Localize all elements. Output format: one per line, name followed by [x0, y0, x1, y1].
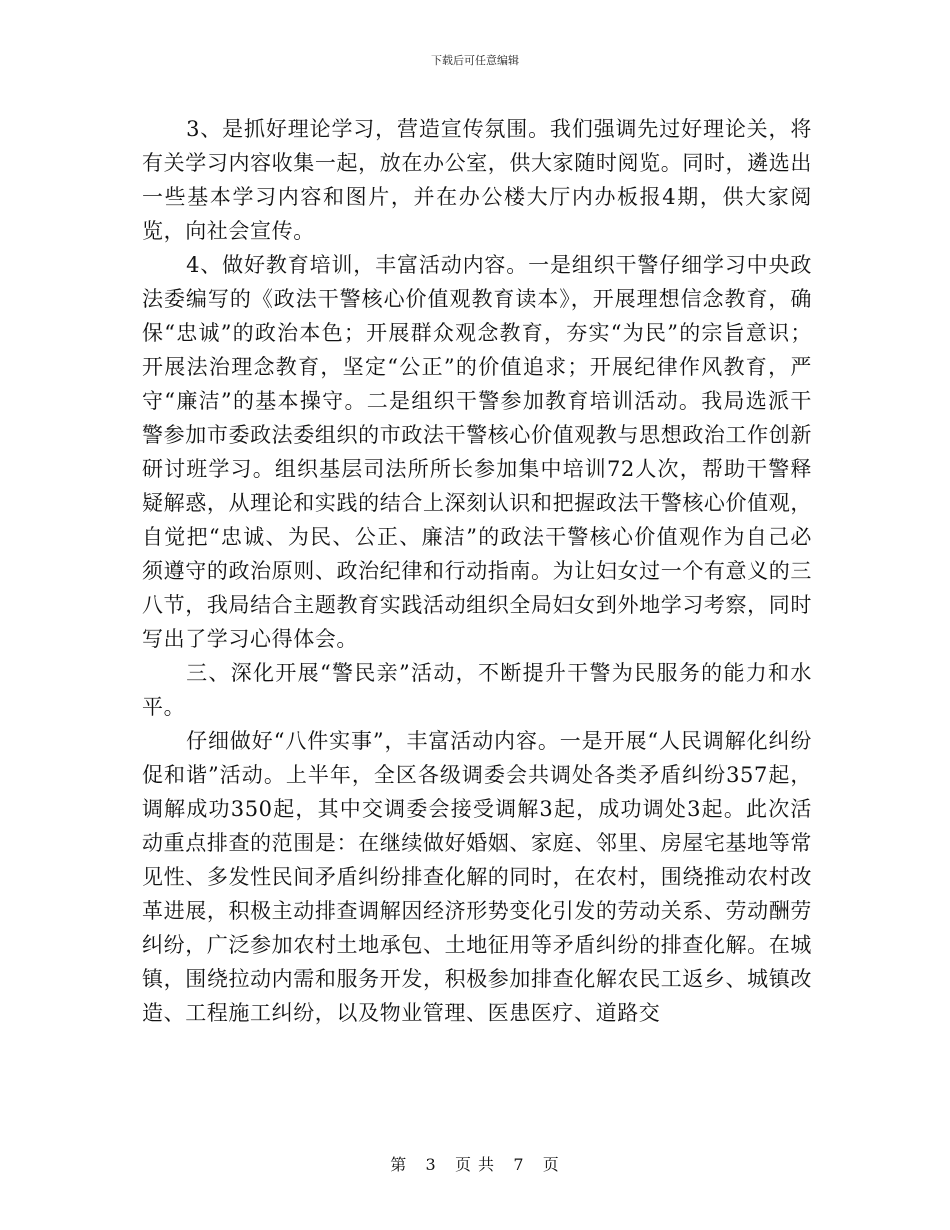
- paragraph-eight-tasks: 仔细做好“八件实事”，丰富活动内容。一是开展“人民调解化纠纷促和谐”活动。上半年，全区各级调委会共调处各类矛盾纠纷357起，调解成功350起，其中交调委会接受调解3起，成功调处3起。此次活动重点排查的范围是：在继续做好婚姻、家庭、邻里、房屋宅基地等常见性、多发性民间矛盾纠纷排查化解的同时，在农村，围绕推动农村改革进展，积极主动排查调解因经济形势变化引发的劳动关系、劳动酬劳纠纷，广泛参加农村土地承包、土地征用等矛盾纠纷的排查化解。在城镇，围绕拉动内需和服务开发，积极参加排查化解农民工返乡、城镇改造、工程施工纠纷，以及物业管理、医患医疗、道路交: [142, 729, 812, 1025]
- page-header: 下载后可任意编辑: [431, 54, 519, 67]
- footer-middle: 页 共: [454, 1155, 496, 1174]
- footer-current-page: 3: [425, 1155, 437, 1174]
- paragraph-theory-study: 3、是抓好理论学习，营造宣传氛围。我们强调先过好理论关，将有关学习内容收集一起，放在办公室，供大家随时阅览。同时，遴选出一些基本学习内容和图片，并在办公楼大厅内办板报4期，供大家阅览，向社会宣传。: [142, 117, 812, 243]
- paragraph-education-training: 4、做好教育培训，丰富活动内容。一是组织干警仔细学习中央政法委编写的《政法干警核心价值观教育读本》，开展理想信念教育，确保“忠诚”的政治本色；开展群众观念教育，夯实“为民”的宗旨意识；开展法治理念教育，坚定“公正”的价值追求；开展纪律作风教育，严守“廉洁”的基本操守。二是组织干警参加教育培训活动。我局选派干警参加市委政法委组织的市政法干警核心价值观教与思想政治工作创新研讨班学习。组织基层司法所所长参加集中培训72人次，帮助干警释疑解惑，从理论和实践的结合上深刻认识和把握政法干警核心价值观，自觉把“忠诚、为民、公正、廉洁”的政法干警核心价值观作为自己必须遵守的政治原则、政治纪律和行动指南。为让妇女过一个有意义的三八节，我局结合主题教育实践活动组织全局妇女到外地学习考察，同时写出了学习心得体会。: [142, 253, 812, 651]
- footer-suffix: 页: [542, 1155, 560, 1174]
- paragraph-section-three-heading: 三、深化开展“警民亲”活动，不断提升干警为民服务的能力和水平。: [142, 661, 812, 719]
- footer-prefix: 第: [390, 1155, 408, 1174]
- footer-total-pages: 7: [513, 1155, 525, 1174]
- page-footer: [0, 1152, 950, 1175]
- document-body: [142, 112, 812, 1030]
